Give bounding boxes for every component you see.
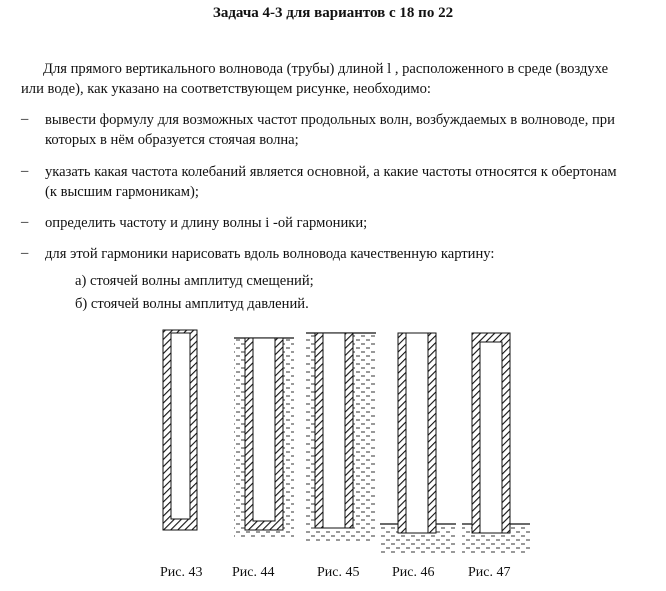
caption-fig-43: Рис. 43 [160,565,203,580]
bullet-1-line-2: которых в нём образуется стоячая волна; [45,132,299,148]
fig-47-tube-partially-in-water [462,333,530,554]
bullet-dash-1: – [21,111,29,127]
caption-fig-44: Рис. 44 [232,565,275,580]
fig-43-tube [163,330,197,530]
intro-line-2: или воде), как указано на соответствующем рисунке, необходимо: [21,81,431,97]
fig-45-tube-in-water [306,333,376,543]
figures-panel [0,318,666,563]
bullet-dash-2: – [21,163,29,179]
fig-46-tube-partially-in-water [380,333,456,554]
intro-line-1: Для прямого вертикального волновода (трубы) длиной l , расположенного в среде (воздухе [43,61,609,77]
sub-item-b: б) стоячей волны амплитуд давлений. [75,296,309,312]
fig-44-tube-in-water [234,338,294,538]
caption-fig-47: Рис. 47 [468,565,511,580]
bullet-4: для этой гармоники нарисовать вдоль волновода качественную картину: [45,246,495,262]
caption-fig-46: Рис. 46 [392,565,435,580]
bullet-3: определить частоту и длину волны i -ой гармоники; [45,215,368,231]
caption-fig-45: Рис. 45 [317,565,360,580]
bullet-2-line-2: (к высшим гармоникам); [45,184,199,200]
sub-item-a: а) стоячей волны амплитуд смещений; [75,273,314,289]
bullet-dash-4: – [21,245,29,261]
bullet-2-line-1: указать какая частота колебаний является основной, а какие частоты относятся к обертонам [45,164,617,180]
task-title: Задача 4-3 для вариантов с 18 по 22 [212,5,454,21]
bullet-1-line-1: вывести формулу для возможных частот продольных волн, возбуждаемых в волноводе, при [45,112,615,128]
bullet-dash-3: – [21,214,29,230]
